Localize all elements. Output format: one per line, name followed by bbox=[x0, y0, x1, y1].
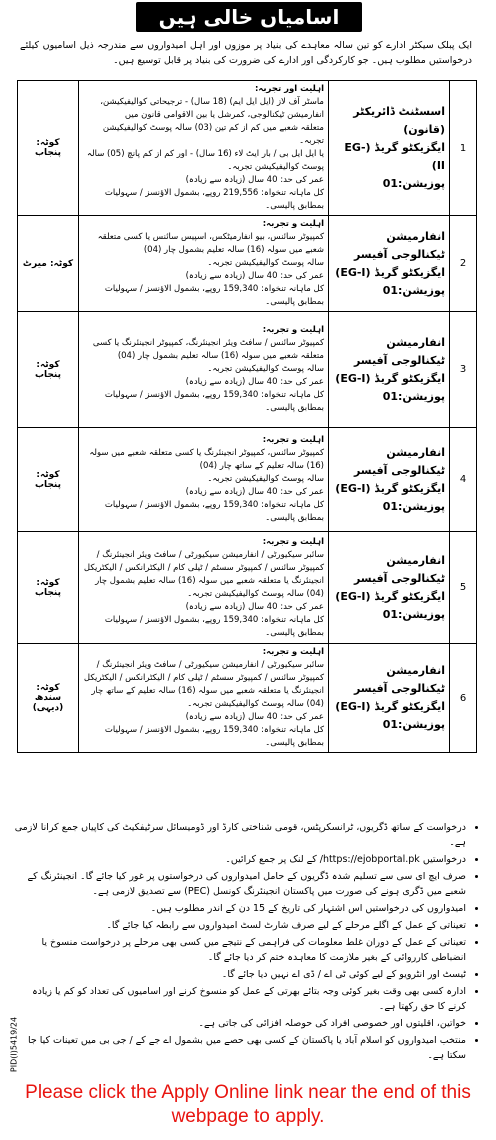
post-title-line: انفارمیشن ٹیکنالوجی آفیسر bbox=[353, 445, 445, 477]
ad-intro: ایک پبلک سیکٹر ادارے کو تین سالہ معاہدے کی بنیاد پر موزوں اور اہل امیدواروں سے مندرجہ ذیل اسامیوں کیلئے درخواستیں مطلوب ہیں۔ جو کارکردگی اور ادارے کی ضرورت کی بنیاد پر قابل توسیع ہیں۔ bbox=[20, 40, 472, 66]
requirement-line: انجینئرنگ یا متعلقہ شعبے میں سولہ (16) سالہ تعلیم کے ساتھ چار (04) سالہ پوسٹ کوالیفیکیشن تجربہ۔ bbox=[91, 686, 324, 709]
post-title-line: پوزیشن:01 bbox=[382, 607, 445, 621]
requirement-line: سالہ پوسٹ کوالیفیکیشن تجربہ۔ bbox=[207, 258, 324, 268]
requirement-line: ماسٹر آف لاز (ایل ایل ایم) (18 سال) - ترجیحاتی کوالیفیکیشن، انفارمیشن ٹیکنالوجی، کمرشل یا بین الاقوامی قانون میں bbox=[100, 97, 324, 120]
note-item: • صرف ایچ ای سی سے تسلیم شدہ ڈگریوں کے حامل امیدواروں کی درخواستوں پر غور کیا جائے گا۔ انجینئرنگ کے شعبے میں ڈگری ہونے کی صورت میں پاکستان انجینئرنگ کونسل (PEC) سے تصدیق لازمی ہے۔ bbox=[14, 869, 466, 899]
post-title-line: پوزیشن:01 bbox=[382, 389, 445, 403]
note-item: • ٹیسٹ اور انٹرویو کے لیے کوئی ٹی اے / ڈی اے نہیں دیا جائے گا۔ bbox=[14, 967, 466, 982]
note-item: • امیدواروں کی درخواستیں اس اشتہار کی تاریخ کے 15 دن کے اندر مطلوب ہیں۔ bbox=[14, 901, 466, 916]
post-row bbox=[18, 81, 477, 216]
requirement-line: سالہ پوسٹ کوالیفیکیشن تجربہ۔ bbox=[207, 364, 324, 374]
post-quota: کوٹہ: پنجاب bbox=[18, 532, 79, 644]
post-title-line: ایگزیکٹو گریڈ (EG-I) bbox=[335, 481, 445, 495]
post-row bbox=[18, 532, 477, 644]
requirement-line: عمر کی حد: 40 سال (زیادہ سے زیادہ) bbox=[185, 601, 324, 612]
pid-code: PID(I)5419/24 bbox=[9, 1016, 19, 1073]
requirement-line: کمپیوٹر سائنس / سافٹ ویئر انجینئرنگ، کمپیوٹر انجینئرنگ یا کسی متعلقہ شعبے میں سولہ (16) سالہ تعلیم بشمول چار (04) bbox=[92, 338, 324, 361]
notes-section bbox=[14, 820, 480, 1065]
post-quota: کوٹہ: پنجاب bbox=[18, 312, 79, 428]
post-row bbox=[18, 312, 477, 428]
apply-online-notice: Please click the Apply Online link near the end of this webpage to apply. bbox=[25, 1082, 471, 1127]
requirement-line: عمر کی حد: 40 سال (زیادہ سے زیادہ) bbox=[185, 712, 324, 722]
requirement-line: کل ماہانہ تنخواہ: 159,340 روپے، بشمول الاؤنسز / سہولیات بمطابق پالیسی۔ bbox=[104, 725, 324, 748]
post-number: 1 bbox=[450, 81, 477, 216]
ad-title: اسامیاں خالی ہیں bbox=[136, 2, 362, 32]
post-title-line: پوزیشن:01 bbox=[382, 283, 445, 297]
post-title-line: پوزیشن:01 bbox=[382, 177, 445, 190]
post-title-line: انفارمیشن ٹیکنالوجی آفیسر bbox=[353, 335, 445, 367]
post-title bbox=[329, 81, 450, 216]
post-quota: کوٹہ: پنجاب bbox=[18, 81, 79, 216]
post-requirements bbox=[79, 644, 329, 753]
post-row bbox=[18, 428, 477, 532]
post-title-line: ایگزیکٹو گریڈ (EG-I) bbox=[335, 265, 445, 279]
requirement-line: کمپیوٹر سائنس، بیو انفارمیٹکس، اسپیس سائنس یا کسی متعلقہ شعبے میں سولہ (16) سالہ تعلیم بشمول چار (04) bbox=[97, 232, 324, 255]
posts-table bbox=[17, 80, 477, 753]
post-requirements bbox=[79, 532, 329, 644]
requirement-line: سالہ پوسٹ کوالیفیکیشن تجربہ۔ bbox=[207, 474, 324, 484]
post-title-line: ایگزیکٹو گریڈ (EG-I) bbox=[335, 371, 445, 385]
post-quota: کوٹہ: سندھ (دیہی) bbox=[18, 644, 79, 753]
requirement-line: کمپیوٹر سائنس، کمپیوٹر انجینئرنگ یا کسی متعلقہ شعبے میں سولہ (16) سالہ تعلیم کے ساتھ چار (04) bbox=[89, 448, 324, 471]
post-title-line: انفارمیشن ٹیکنالوجی آفیسر bbox=[353, 229, 445, 261]
post-number: 6 bbox=[450, 644, 477, 753]
post-title-line: ایگزیکٹو گریڈ (EG-I) bbox=[335, 589, 445, 603]
note-item: • تعیناتی کے عمل کے اگلے مرحلے کے لیے صرف شارٹ لسٹ امیدواروں سے رابطہ کیا جائے گا۔ bbox=[14, 918, 466, 933]
requirement-line: انجینئرنگ یا متعلقہ شعبے میں سولہ (16) سالہ تعلیم بشمول چار (04) سالہ پوسٹ کوالیفیکیشن تجربہ۔ bbox=[95, 575, 324, 599]
post-title-line: پوزیشن:01 bbox=[382, 499, 445, 513]
requirements-label: اہلیت و تجربہ: bbox=[262, 219, 324, 229]
requirement-line: کل ماہانہ تنخواہ: 159,340 روپے، بشمول الاؤنسز / سہولیات بمطابق پالیسی۔ bbox=[104, 284, 324, 307]
post-title-line: اسسٹنٹ ڈائریکٹر bbox=[353, 105, 445, 118]
requirements-label: اہلیت و تجربہ: bbox=[262, 325, 324, 335]
requirement-line: عمر کی حد: 40 سال (زیادہ سے زیادہ) bbox=[185, 487, 324, 497]
requirement-line: کل ماہانہ تنخواہ: 159,340 روپے، بشمول الاؤنسز / سہولیات بمطابق پالیسی۔ bbox=[104, 500, 324, 523]
post-title-line: انفارمیشن ٹیکنالوجی آفیسر bbox=[353, 553, 445, 585]
requirements-label: اہلیت و تجربہ: bbox=[262, 647, 324, 657]
post-requirements bbox=[79, 81, 329, 216]
note-item: • درخواستیں https://ejobportal.pk/ کے لنک پر جمع کرائیں۔ bbox=[14, 852, 466, 867]
requirement-line: سائبر سیکیورٹی / انفارمیشن سیکیورٹی / سافٹ ویئر انجینئرنگ / کمپیوٹر سائنس / کمپیوٹر سسٹم / ٹیلی کام / الیکٹرانکس / الیکٹریکل bbox=[83, 660, 324, 683]
post-title-line: ایگزیکٹو گریڈ (EG-II) bbox=[344, 141, 445, 172]
note-item: • ادارہ کسی بھی وقت بغیر کوئی وجہ بتائے بھرتی کے عمل کو منسوخ کرنے اور اسامیوں کی تعداد کو کم یا زیادہ کرنے کا حق رکھتا ہے۔ bbox=[14, 984, 466, 1014]
post-row bbox=[18, 644, 477, 753]
requirement-line: عمر کی حد: 40 سال (زیادہ سے زیادہ) bbox=[185, 377, 324, 387]
post-requirements bbox=[79, 216, 329, 312]
post-requirements bbox=[79, 312, 329, 428]
note-item: • خواتین، اقلیتوں اور خصوصی افراد کی حوصلہ افزائی کی جاتی ہے۔ bbox=[14, 1016, 466, 1031]
post-quota: کوٹہ: پنجاب bbox=[18, 428, 79, 532]
requirement-line: سائبر سیکیورٹی / انفارمیشن سیکیورٹی / سافٹ ویئر انجینئرنگ / کمپیوٹر سائنس / کمپیوٹر سسٹم / ٹیلی کام / الیکٹرانکس / الیکٹریکل bbox=[83, 549, 324, 573]
requirement-line: متعلقہ شعبے میں کم از کم تین (03) سالہ پوسٹ کوالیفیکیشن تجربہ۔ bbox=[102, 123, 324, 146]
post-row bbox=[18, 216, 477, 312]
post-title-line: انفارمیشن ٹیکنالوجی آفیسر bbox=[353, 664, 445, 695]
requirements-label: اہلیت و تجربہ: bbox=[262, 536, 324, 547]
post-number: 2 bbox=[450, 216, 477, 312]
requirement-line: کل ماہانہ تنخواہ: 219,556 روپے، بشمول الاؤنسز / سہولیات بمطابق پالیسی۔ bbox=[104, 188, 324, 211]
post-title-line: (قانون) bbox=[403, 123, 445, 136]
requirements-label: اہلیت اور تجربہ: bbox=[254, 84, 324, 94]
post-number: 3 bbox=[450, 312, 477, 428]
note-item: • منتخب امیدواروں کو اسلام آباد یا پاکستان کے کسی بھی حصے میں بشمول اے جے کے / جی بی میں تعینات کیا جا سکتا ہے۔ bbox=[14, 1033, 466, 1063]
requirement-line: عمر کی حد: 40 سال (زیادہ سے زیادہ) bbox=[185, 271, 324, 281]
post-requirements bbox=[79, 428, 329, 532]
post-title bbox=[329, 216, 450, 312]
post-title bbox=[329, 532, 450, 644]
notes-list bbox=[14, 820, 480, 1063]
post-title bbox=[329, 312, 450, 428]
requirement-line: یا ایل ایل بی / بار ایٹ لاء (16 سال) - اور کم از کم پانچ (05) سالہ پوسٹ کوالیفیکیشن تجربہ۔ bbox=[87, 149, 324, 172]
post-title-line: پوزیشن:01 bbox=[382, 718, 445, 731]
requirement-line: کل ماہانہ تنخواہ: 159,340 روپے، بشمول الاؤنسز / سہولیات بمطابق پالیسی۔ bbox=[104, 390, 324, 413]
note-item: • درخواست کے ساتھ ڈگریوں، ٹرانسکرپٹس، قومی شناختی کارڈ اور ڈومیسائل سرٹیفکیٹ کی کاپیاں جمع کرانا لازمی ہے۔ bbox=[14, 820, 466, 850]
note-item: • تعیناتی کے عمل کے دوران غلط معلومات کی فراہمی کے نتیجے میں کسی بھی مرحلے پر درخواست منسوخ یا انضباطی کارروائی کے بغیر ملازمت کا معاہدہ ختم کر دیا جائے گا۔ bbox=[14, 935, 466, 965]
post-title bbox=[329, 644, 450, 753]
post-title bbox=[329, 428, 450, 532]
post-number: 5 bbox=[450, 532, 477, 644]
requirement-line: عمر کی حد: 40 سال (زیادہ سے زیادہ) bbox=[185, 175, 324, 185]
requirements-label: اہلیت و تجربہ: bbox=[262, 435, 324, 445]
post-quota: کوٹہ: میرٹ bbox=[18, 216, 79, 312]
requirement-line: کل ماہانہ تنخواہ: 159,340 روپے، بشمول الاؤنسز / سہولیات بمطابق پالیسی۔ bbox=[104, 614, 324, 638]
post-number: 4 bbox=[450, 428, 477, 532]
post-title-line: ایگزیکٹو گریڈ (EG-I) bbox=[335, 700, 445, 713]
